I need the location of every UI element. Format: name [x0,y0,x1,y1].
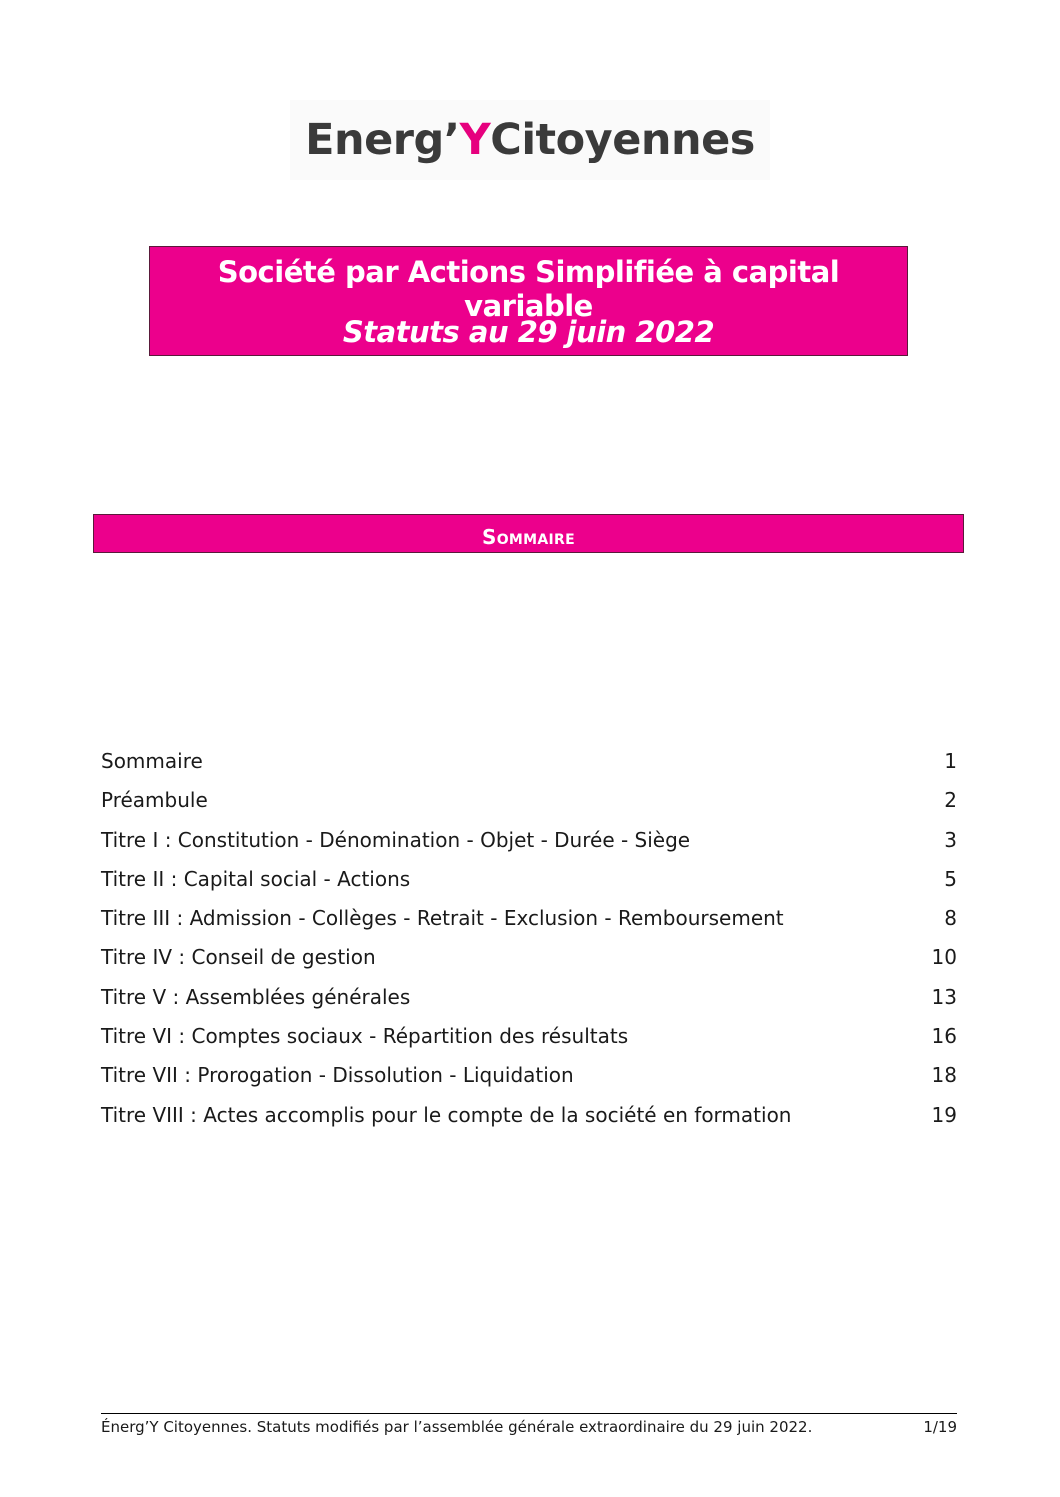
toc-entry-page: 5 [944,866,957,891]
logo-text-part2: Citoyennes [490,115,755,165]
toc-entry-page: 13 [931,984,957,1009]
toc-entry[interactable] [101,860,957,899]
toc-entry-label: Titre VII : Prorogation - Dissolution - Liquidation [101,1063,574,1088]
toc-entry[interactable] [101,821,957,860]
toc-entry-label: Titre VIII : Actes accomplis pour le compte de la société en formation [101,1102,792,1127]
toc-entry[interactable] [101,938,957,977]
document-title: Société par Actions Simplifiée à capital variable [217,255,840,323]
footer-page-number: 1/19 [923,1418,957,1436]
toc-entry[interactable] [101,781,957,820]
toc-entry-label: Titre III : Admission - Collèges - Retrait - Exclusion - Remboursement [101,906,784,931]
toc-entry-label: Titre IV : Conseil de gestion [101,945,376,970]
toc-entry[interactable] [101,1096,957,1135]
toc-entry-label: Titre VI : Comptes sociaux - Répartition des résultats [101,1024,629,1049]
logo-text-accent: Y [459,115,491,165]
toc-entry[interactable] [101,978,957,1017]
toc-entry-page: 3 [944,827,957,852]
sommaire-heading: Sommaire [93,514,964,553]
toc-entry[interactable] [101,1056,957,1095]
toc-entry-page: 10 [931,945,957,970]
footer-text: Énerg’Y Citoyennes. Statuts modifiés par l’assemblée générale extraordinaire du 29 juin 2022. [101,1418,813,1436]
table-of-contents [101,742,957,1135]
toc-entry-page: 16 [931,1024,957,1049]
toc-entry-label: Titre V : Assemblées générales [101,984,411,1009]
toc-entry-page: 8 [944,906,957,931]
toc-entry[interactable] [101,1017,957,1056]
logo-text-part1: Energ’ [305,115,460,165]
toc-entry-label: Préambule [101,788,208,813]
toc-entry[interactable] [101,899,957,938]
toc-entry[interactable] [101,742,957,781]
toc-entry-page: 19 [931,1102,957,1127]
toc-entry-label: Titre I : Constitution - Dénomination - Objet - Durée - Siège [101,827,691,852]
toc-entry-label: Sommaire [101,749,203,773]
toc-entry-page: 1 [944,749,957,773]
toc-entry-page: 18 [931,1063,957,1088]
toc-entry-label: Titre II : Capital social - Actions [101,866,411,891]
toc-entry-page: 2 [944,788,957,813]
company-logo [290,100,770,180]
footer-divider [101,1413,957,1414]
title-banner [149,246,908,356]
document-subtitle: Statuts au 29 juin 2022 [342,315,715,349]
